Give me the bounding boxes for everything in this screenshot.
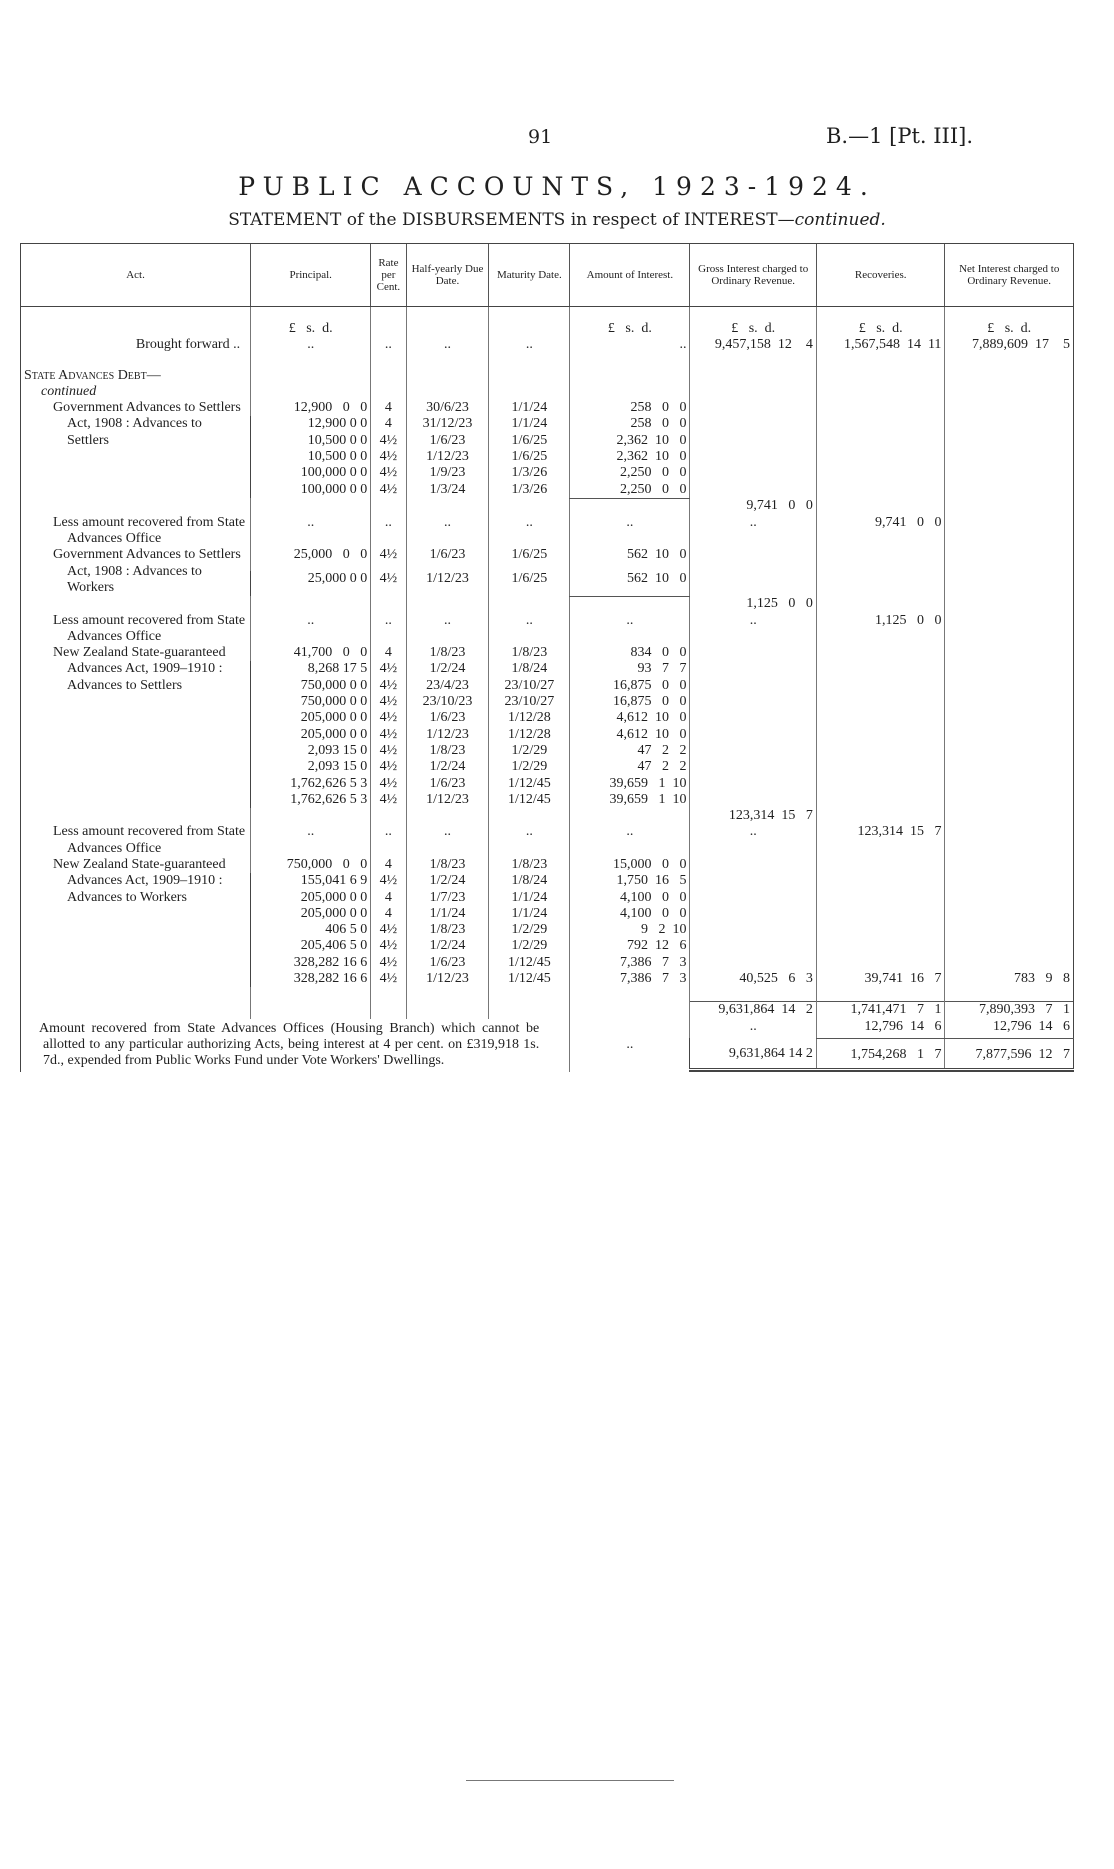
rate-cell: 4½ (371, 547, 406, 571)
rate-cell: 4½ (371, 449, 406, 465)
dots: .. (406, 337, 489, 353)
amount-cell: 562 10 0 (570, 547, 690, 571)
brought-forward-net: 7,889,609 17 5 (945, 337, 1074, 353)
table-row (21, 645, 1074, 661)
principal-cell: 25,000 0 0 (251, 547, 371, 571)
principal-cell: 205,000 0 0 (251, 906, 371, 922)
gross-subtotal-row (21, 596, 1074, 612)
dots: .. (690, 1019, 816, 1039)
due-date-cell: 1/8/23 (406, 922, 489, 938)
due-date-cell: 30/6/23 (406, 400, 489, 416)
col-maturity: Maturity Date. (489, 244, 570, 307)
col-principal: Principal. (251, 244, 371, 307)
due-date-cell: 1/2/24 (406, 661, 489, 677)
due-date-cell: 31/12/23 (406, 416, 489, 432)
rate-cell: 4½ (371, 433, 406, 449)
grand-total-recoveries: 1,754,268 1 7 (816, 1038, 945, 1069)
table-row (21, 547, 1074, 571)
maturity-cell: 1/6/25 (489, 433, 570, 449)
brought-forward-row (21, 337, 1074, 353)
maturity-cell: 1/3/26 (489, 465, 570, 481)
rate-cell: 4½ (371, 694, 406, 710)
totals-row (21, 1002, 1074, 1019)
amount-cell: 4,612 10 0 (570, 727, 690, 743)
due-date-cell: 23/4/23 (406, 678, 489, 694)
maturity-cell: 1/8/24 (489, 873, 570, 889)
amount-cell: 2,250 0 0 (570, 465, 690, 481)
amount-cell: 9 2 10 (570, 922, 690, 938)
principal-cell: 406 5 0 (251, 922, 371, 938)
units-row (21, 321, 1074, 337)
maturity-cell: 1/6/25 (489, 547, 570, 571)
rate-cell: 4½ (371, 571, 406, 596)
interest-statement-table (20, 243, 1074, 1072)
amount-cell: 16,875 0 0 (570, 694, 690, 710)
due-date-cell: 1/12/23 (406, 571, 489, 596)
maturity-cell: 1/12/45 (489, 792, 570, 808)
principal-cell: 8,268 17 5 (251, 661, 371, 677)
total-recoveries: 1,741,471 7 1 (816, 1002, 945, 1019)
dots: .. (489, 613, 570, 646)
due-date-cell: 1/12/23 (406, 727, 489, 743)
total-gross: 9,631,864 14 2 (690, 1002, 816, 1019)
maturity-cell: 1/2/29 (489, 759, 570, 775)
col-net: Net Interest charged to Ordinary Revenue. (945, 244, 1074, 307)
maturity-cell: 1/8/23 (489, 645, 570, 661)
principal-cell: 155,041 6 9 (251, 873, 371, 889)
maturity-cell: 1/1/24 (489, 906, 570, 922)
col-recoveries: Recoveries. (816, 244, 945, 307)
housing-row (21, 1019, 1074, 1039)
maturity-cell: 1/2/29 (489, 938, 570, 954)
amount-cell: 2,362 10 0 (570, 449, 690, 465)
recovered-amount: 123,314 15 7 (816, 824, 945, 857)
gross-subtotal: 123,314 15 7 (690, 808, 816, 824)
rate-cell: 4 (371, 645, 406, 661)
dots: .. (406, 824, 489, 857)
spacer-row (21, 987, 1074, 1002)
amount-cell: 4,612 10 0 (570, 710, 690, 726)
due-date-cell: 1/9/23 (406, 465, 489, 481)
due-date-cell: 1/8/23 (406, 645, 489, 661)
due-date-cell: 1/12/23 (406, 792, 489, 808)
principal-cell: 205,000 0 0 (251, 727, 371, 743)
maturity-cell: 1/12/28 (489, 727, 570, 743)
rate-cell: 4½ (371, 661, 406, 677)
rate-cell: 4½ (371, 727, 406, 743)
dots: .. (489, 824, 570, 857)
col-due-date: Half-yearly Due Date. (406, 244, 489, 307)
maturity-cell: 1/1/24 (489, 890, 570, 906)
amount-cell: 39,659 1 10 (570, 776, 690, 792)
dots: .. (251, 824, 371, 857)
dots: .. (406, 613, 489, 646)
principal-cell: 205,000 0 0 (251, 710, 371, 726)
dots: .. (371, 515, 406, 548)
maturity-cell: 1/2/29 (489, 922, 570, 938)
less-recovered-label: Less amount recovered from State Advances Office (21, 613, 251, 646)
gross-subtotal: 9,741 0 0 (690, 498, 816, 514)
maturity-cell: 1/3/26 (489, 482, 570, 499)
col-rate: Rate per Cent. (371, 244, 406, 307)
housing-description: Amount recovered from State Advances Offices (Housing Branch) which cannot be allotted to any particular authorizing Acts, being interest at 4 per cent. on £319,918 1s. 7d., expended from Public Works Fund under Vote Workers' Dwellings. (21, 1019, 570, 1072)
rate-cell: 4½ (371, 792, 406, 808)
rate-cell: 4 (371, 906, 406, 922)
principal-cell: 328,282 16 6 (251, 971, 371, 987)
dots: .. (406, 515, 489, 548)
grand-total-net: 7,877,596 12 7 (945, 1038, 1074, 1069)
dots: .. (570, 337, 690, 353)
less-recovered-row (21, 515, 1074, 548)
table-row (21, 400, 1074, 416)
act-description: Government Advances to Settlers Act, 1908 : Advances to Workers (21, 547, 251, 596)
principal-cell: 10,500 0 0 (251, 449, 371, 465)
rate-cell: 4½ (371, 759, 406, 775)
due-date-cell: 1/8/23 (406, 743, 489, 759)
due-date-cell: 1/12/23 (406, 449, 489, 465)
amount-cell: 47 2 2 (570, 743, 690, 759)
maturity-cell: 1/2/29 (489, 743, 570, 759)
less-recovered-row (21, 824, 1074, 857)
dots: .. (690, 515, 816, 548)
principal-cell: 12,900 0 0 (251, 400, 371, 416)
dots: .. (690, 824, 816, 857)
rate-cell: 4½ (371, 922, 406, 938)
principal-cell: 205,406 5 0 (251, 938, 371, 954)
recovered-amount: 9,741 0 0 (816, 515, 945, 548)
due-date-cell: 1/8/23 (406, 857, 489, 873)
dots: .. (251, 515, 371, 548)
amount-cell: 2,362 10 0 (570, 433, 690, 449)
amount-cell: 4,100 0 0 (570, 890, 690, 906)
principal-cell: 205,000 0 0 (251, 890, 371, 906)
gross-subtotal: 1,125 0 0 (690, 596, 816, 612)
housing-recoveries: 12,796 14 6 (816, 1019, 945, 1039)
due-date-cell: 1/6/23 (406, 955, 489, 971)
principal-cell: 41,700 0 0 (251, 645, 371, 661)
amount-cell: 1,750 16 5 (570, 873, 690, 889)
maturity-cell: 1/6/25 (489, 449, 570, 465)
act-description: Government Advances to Settlers Act, 1908 : Advances to Settlers (21, 400, 251, 498)
due-date-cell: 1/1/24 (406, 906, 489, 922)
maturity-cell: 23/10/27 (489, 678, 570, 694)
footer-rule (466, 1780, 674, 1781)
maturity-cell: 1/12/45 (489, 955, 570, 971)
dots: .. (570, 613, 690, 646)
rate-cell: 4½ (371, 776, 406, 792)
recovered-amount: 1,125 0 0 (816, 613, 945, 646)
section-continued: continued (21, 384, 251, 400)
amount-cell: 258 0 0 (570, 400, 690, 416)
amount-cell: 39,659 1 10 (570, 792, 690, 808)
table-row (21, 857, 1074, 873)
rate-cell: 4 (371, 857, 406, 873)
grand-total-gross: 9,631,864 14 2 (690, 1038, 816, 1069)
gross-subtotal: 40,525 6 3 (690, 971, 816, 987)
document-reference: B.—1 [Pt. III]. (826, 124, 974, 148)
maturity-cell: 1/12/28 (489, 710, 570, 726)
gross-subtotal-row (21, 808, 1074, 824)
units-gross: £ s. d. (690, 321, 816, 337)
dots: .. (690, 613, 816, 646)
less-recovered-label: Less amount recovered from State Advances Office (21, 515, 251, 548)
amount-cell: 792 12 6 (570, 938, 690, 954)
due-date-cell: 1/12/23 (406, 971, 489, 987)
principal-cell: 328,282 16 6 (251, 955, 371, 971)
due-date-cell: 1/6/23 (406, 710, 489, 726)
section-title: State Advances Debt— (21, 368, 251, 384)
maturity-cell: 1/1/24 (489, 400, 570, 416)
maturity-cell: 1/1/24 (489, 416, 570, 432)
amount-cell: 47 2 2 (570, 759, 690, 775)
maturity-cell: 1/12/45 (489, 971, 570, 987)
gross-subtotal-row (21, 498, 1074, 514)
amount-cell: 93 7 7 (570, 661, 690, 677)
rate-cell: 4½ (371, 955, 406, 971)
dots: .. (489, 515, 570, 548)
subtitle-main: STATEMENT of the DISBURSEMENTS in respect of INTEREST— (228, 210, 795, 230)
dots: .. (570, 515, 690, 548)
amount-cell: 258 0 0 (570, 416, 690, 432)
due-date-cell: 1/6/23 (406, 433, 489, 449)
due-date-cell: 1/6/23 (406, 776, 489, 792)
column-header-row (21, 244, 1074, 307)
rate-cell: 4½ (371, 710, 406, 726)
amount-cell: 15,000 0 0 (570, 857, 690, 873)
maturity-cell: 1/12/45 (489, 776, 570, 792)
rate-cell: 4½ (371, 743, 406, 759)
dots: .. (371, 337, 406, 353)
dots: .. (489, 337, 570, 353)
amount-cell: 7,386 7 3 (570, 955, 690, 971)
rate-cell: 4½ (371, 971, 406, 987)
due-date-cell: 1/6/23 (406, 547, 489, 571)
units-net: £ s. d. (945, 321, 1074, 337)
maturity-cell: 23/10/27 (489, 694, 570, 710)
maturity-cell: 1/8/23 (489, 857, 570, 873)
due-date-cell: 1/2/24 (406, 759, 489, 775)
brought-forward-recoveries: 1,567,548 14 11 (816, 337, 945, 353)
dots: .. (251, 613, 371, 646)
principal-cell: 750,000 0 0 (251, 857, 371, 873)
due-date-cell: 1/2/24 (406, 938, 489, 954)
act-description: New Zealand State-guaranteed Advances Act, 1909–1910 : Advances to Workers (21, 857, 251, 987)
amount-cell: 562 10 0 (570, 571, 690, 596)
act-description: New Zealand State-guaranteed Advances Act, 1909–1910 : Advances to Settlers (21, 645, 251, 808)
rate-cell: 4 (371, 416, 406, 432)
recovered-subtotal: 39,741 16 7 (816, 971, 945, 987)
rate-cell: 4½ (371, 482, 406, 499)
page-subtitle (0, 210, 1114, 230)
units-principal: £ s. d. (251, 321, 371, 337)
amount-cell: 2,250 0 0 (570, 482, 690, 499)
principal-cell: 1,762,626 5 3 (251, 792, 371, 808)
principal-cell: 750,000 0 0 (251, 678, 371, 694)
section-heading-row (21, 368, 1074, 384)
subtitle-continued: continued. (794, 210, 886, 230)
less-recovered-label: Less amount recovered from State Advances Office (21, 824, 251, 857)
col-act: Act. (21, 244, 251, 307)
amount-cell: 4,100 0 0 (570, 906, 690, 922)
net-subtotal: 783 9 8 (945, 971, 1074, 987)
dots: .. (570, 824, 690, 857)
due-date-cell: 1/2/24 (406, 873, 489, 889)
page-number: 91 (528, 126, 553, 148)
rate-cell: 4 (371, 890, 406, 906)
principal-cell: 750,000 0 0 (251, 694, 371, 710)
col-amount: Amount of Interest. (570, 244, 690, 307)
dots: .. (570, 1019, 690, 1072)
section-continued-row (21, 384, 1074, 400)
amount-cell: 7,386 7 3 (570, 971, 690, 987)
amount-cell: 834 0 0 (570, 645, 690, 661)
rate-cell: 4½ (371, 678, 406, 694)
dots: .. (251, 337, 371, 353)
principal-cell: 2,093 15 0 (251, 759, 371, 775)
brought-forward-gross: 9,457,158 12 4 (690, 337, 816, 353)
maturity-cell: 1/8/24 (489, 661, 570, 677)
brought-forward-label: Brought forward .. (21, 337, 251, 353)
due-date-cell: 1/3/24 (406, 482, 489, 499)
rate-cell: 4½ (371, 465, 406, 481)
due-date-cell: 1/7/23 (406, 890, 489, 906)
principal-cell: 25,000 0 0 (251, 571, 371, 596)
units-amount: £ s. d. (570, 321, 690, 337)
dots: .. (371, 613, 406, 646)
units-recoveries: £ s. d. (816, 321, 945, 337)
dots: .. (371, 824, 406, 857)
maturity-cell: 1/6/25 (489, 571, 570, 596)
rate-cell: 4½ (371, 873, 406, 889)
principal-cell: 100,000 0 0 (251, 465, 371, 481)
rate-cell: 4½ (371, 938, 406, 954)
due-date-cell: 23/10/23 (406, 694, 489, 710)
principal-cell: 2,093 15 0 (251, 743, 371, 759)
principal-cell: 1,762,626 5 3 (251, 776, 371, 792)
less-recovered-row (21, 613, 1074, 646)
rate-cell: 4 (371, 400, 406, 416)
principal-cell: 12,900 0 0 (251, 416, 371, 432)
principal-cell: 10,500 0 0 (251, 433, 371, 449)
housing-net: 12,796 14 6 (945, 1019, 1074, 1039)
total-net: 7,890,393 7 1 (945, 1002, 1074, 1019)
principal-cell: 100,000 0 0 (251, 482, 371, 499)
col-gross: Gross Interest charged to Ordinary Revenue. (690, 244, 816, 307)
page-title: PUBLIC ACCOUNTS, 1923-1924. (238, 172, 876, 201)
amount-cell: 16,875 0 0 (570, 678, 690, 694)
